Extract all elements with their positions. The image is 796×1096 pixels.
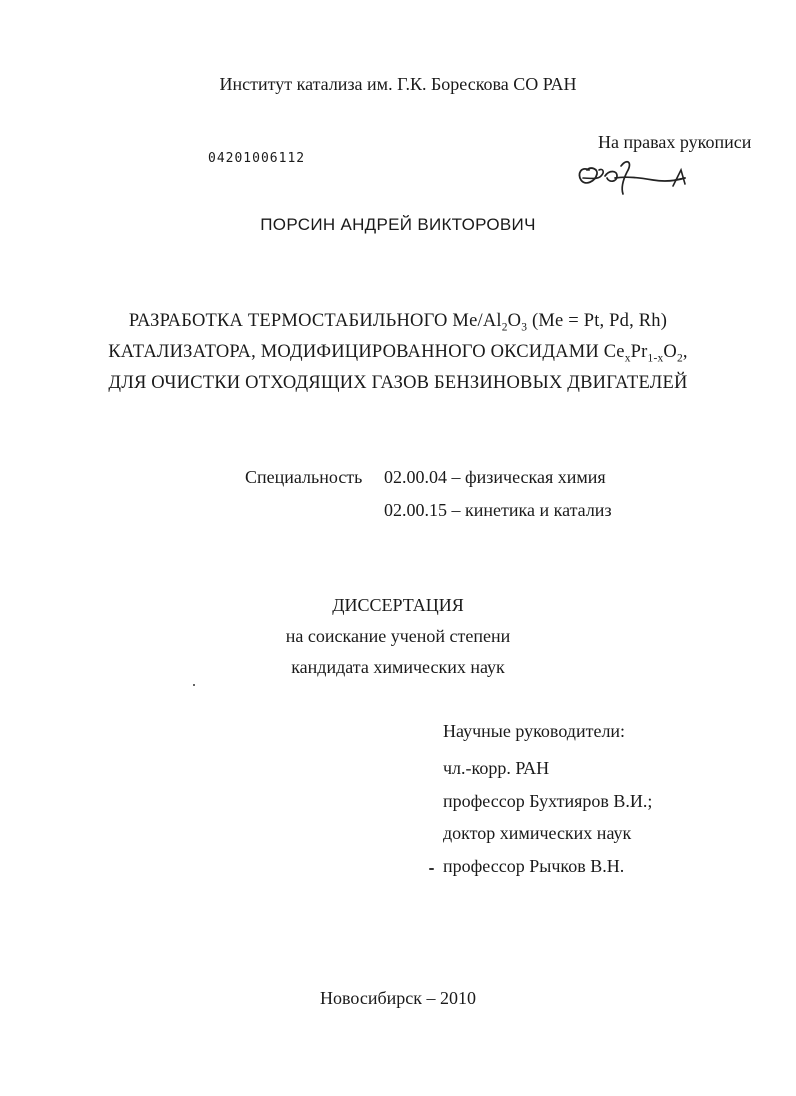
specialty-item: 02.00.15 – кинетика и катализ [384,500,612,520]
handwritten-signature [575,156,693,203]
dissertation-heading: ДИССЕРТАЦИЯ [332,595,464,615]
author-name: ПОРСИН АНДРЕЙ ВИКТОРОВИЧ [260,215,536,234]
manuscript-rights: На правах рукописи [598,132,752,152]
supervisor-line: профессор Рычков В.Н. [443,856,625,876]
scan-speck [193,684,195,686]
supervisor-line: профессор Бухтияров В.И.; [443,791,653,811]
title-line-2: КАТАЛИЗАТОРА, МОДИФИЦИРОВАННОГО ОКСИДАМИ $Ce_xPr_{1-x}O_2$, [108,342,688,365]
title-line-1: РАЗРАБОТКА ТЕРМОСТАБИЛЬНОГО $Me/Al_2O_3$ (Me = Pt, Pd, Rh) [128,311,668,334]
specialty-label: Специальность [245,467,363,487]
title-line-3: ДЛЯ ОЧИСТКИ ОТХОДЯЩИХ ГАЗОВ БЕНЗИНОВЫХ ДВИГАТЕЛЕЙ [108,373,688,393]
supervisor-line: чл.-корр. РАН [443,758,550,778]
city-year: Новосибирск – 2010 [320,988,476,1008]
signature-scribble-icon [575,156,693,198]
registry-number: 04201006112 [208,151,306,166]
scan-speck [429,868,434,870]
specialty-item: 02.00.04 – физическая химия [384,467,606,487]
institute-name: Институт катализа им. Г.К. Борескова СО РАН [219,74,577,94]
degree-line-1: на соискание ученой степени [285,626,511,646]
supervisor-line: доктор химических наук [443,823,632,843]
degree-line-2: кандидата химических наук [291,657,505,677]
supervisors-heading: Научные руководители: [443,721,626,741]
